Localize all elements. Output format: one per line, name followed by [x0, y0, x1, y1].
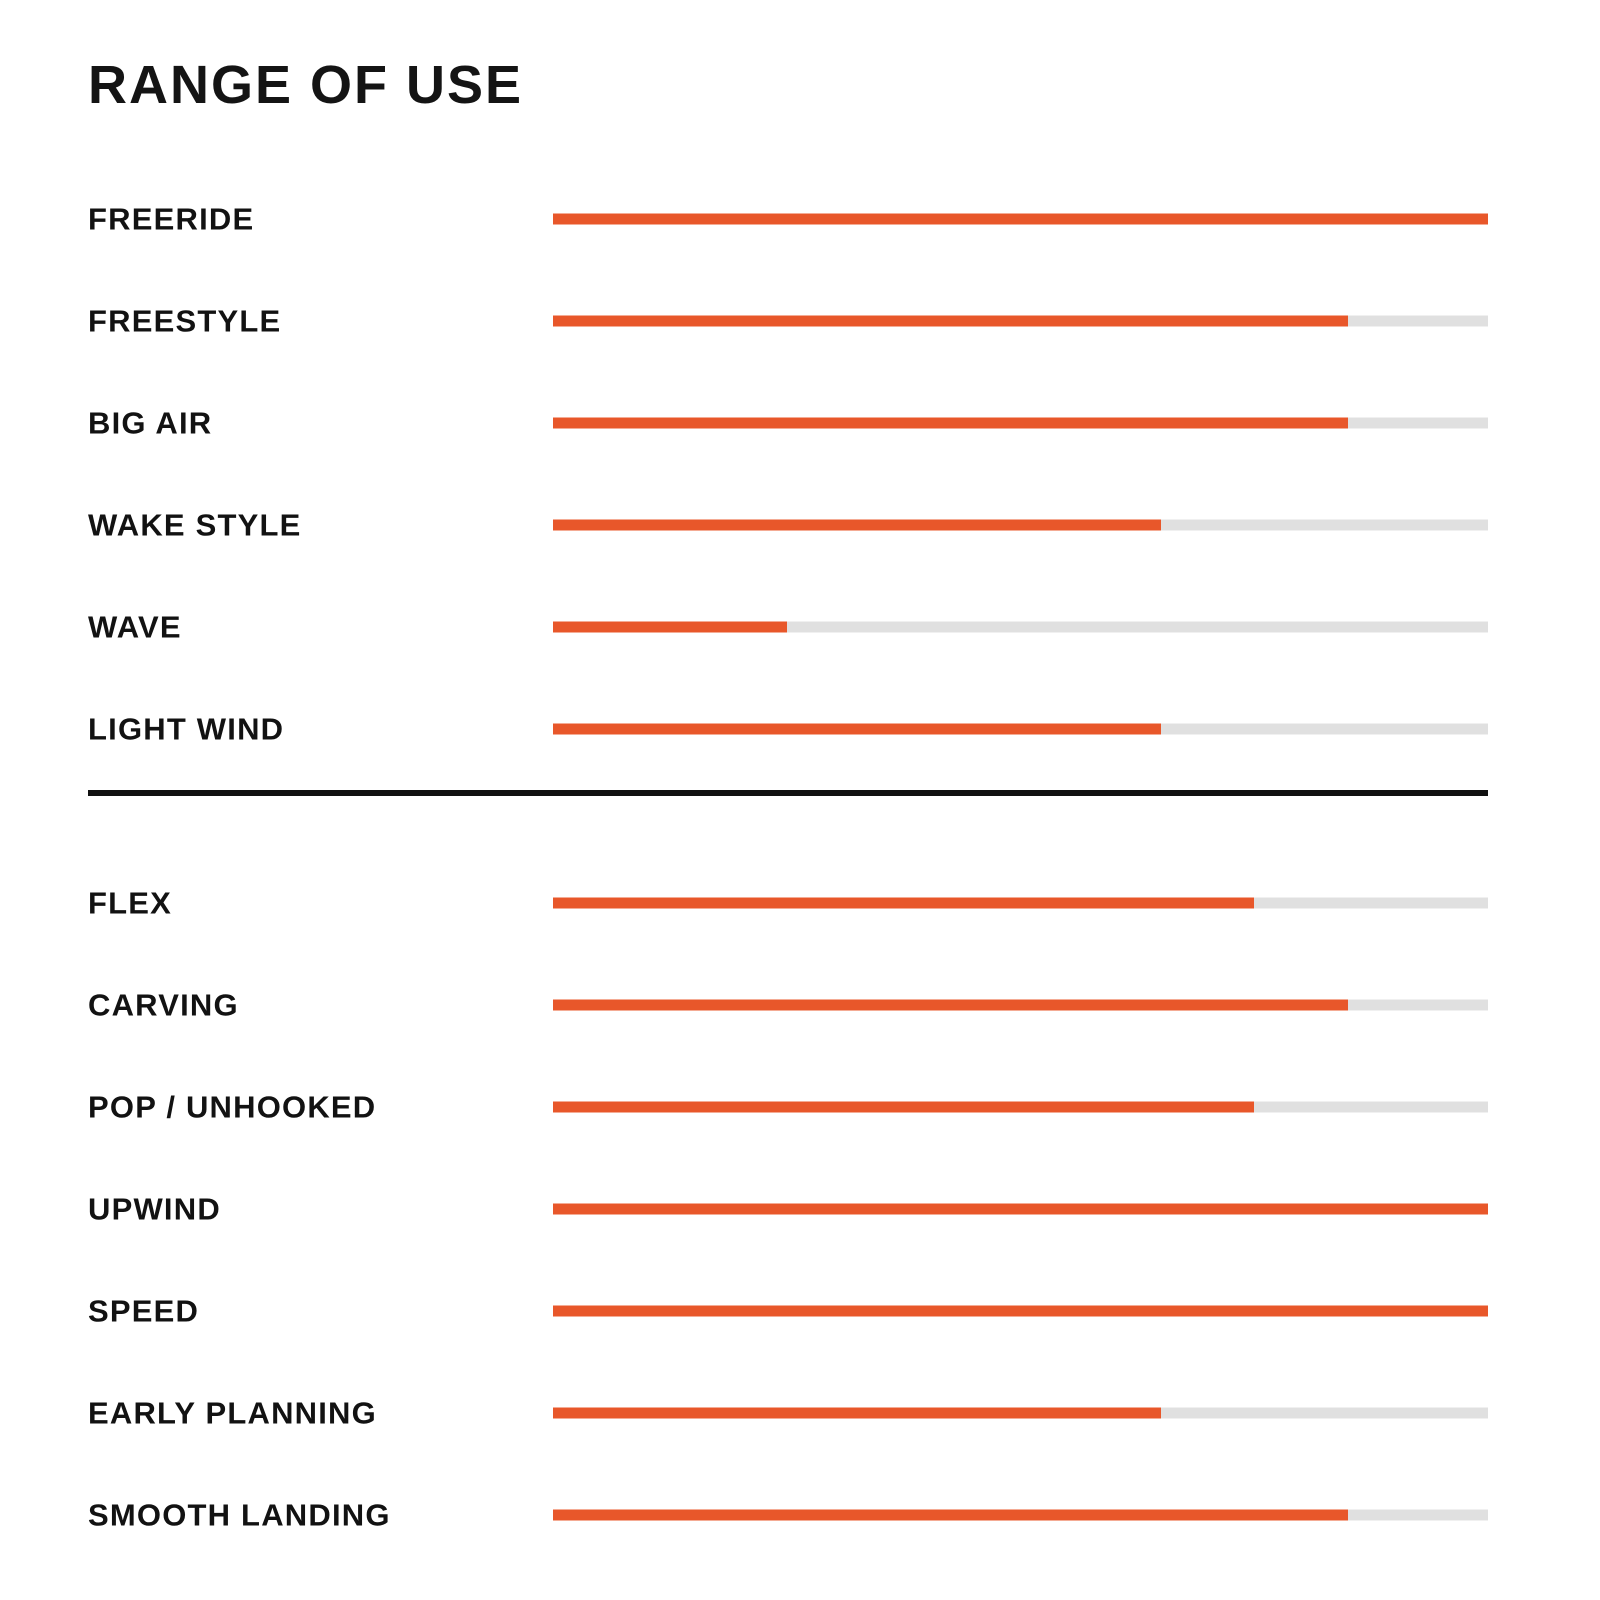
- bar-track-upwind: [553, 1204, 1488, 1215]
- row-label-pop-unhooked: POP / UNHOOKED: [88, 1089, 377, 1125]
- row-label-light-wind: LIGHT WIND: [88, 711, 285, 747]
- bar-track-freeride: [553, 214, 1488, 225]
- row-label-speed: SPEED: [88, 1293, 200, 1329]
- row-label-flex: FLEX: [88, 885, 173, 921]
- chart-row: [0, 852, 1600, 954]
- bar-fill-carving: [553, 1000, 1348, 1011]
- bar-fill-flex: [553, 898, 1254, 909]
- chart-row: [0, 678, 1600, 780]
- bar-track-smooth-landing: [553, 1510, 1488, 1521]
- row-label-freestyle: FREESTYLE: [88, 303, 282, 339]
- row-label-upwind: UPWIND: [88, 1191, 221, 1227]
- row-label-freeride: FREERIDE: [88, 201, 255, 237]
- row-label-wave: WAVE: [88, 609, 182, 645]
- bar-fill-freeride: [553, 214, 1488, 225]
- bar-track-wave: [553, 622, 1488, 633]
- bar-track-light-wind: [553, 724, 1488, 735]
- bar-fill-smooth-landing: [553, 1510, 1348, 1521]
- chart-row: [0, 168, 1600, 270]
- bar-fill-big-air: [553, 418, 1348, 429]
- bar-track-pop-unhooked: [553, 1102, 1488, 1113]
- row-label-carving: CARVING: [88, 987, 239, 1023]
- bar-fill-wake-style: [553, 520, 1161, 531]
- bar-fill-wave: [553, 622, 787, 633]
- chart-row: [0, 954, 1600, 1056]
- bar-track-carving: [553, 1000, 1488, 1011]
- chart-row: [0, 576, 1600, 678]
- chart-group-performance: [0, 852, 1600, 1566]
- row-label-early-planning: EARLY PLANNING: [88, 1395, 377, 1431]
- bar-track-freestyle: [553, 316, 1488, 327]
- bar-track-big-air: [553, 418, 1488, 429]
- bar-fill-early-planning: [553, 1408, 1161, 1419]
- bar-fill-freestyle: [553, 316, 1348, 327]
- bar-track-flex: [553, 898, 1488, 909]
- chart-row: [0, 1056, 1600, 1158]
- bar-fill-light-wind: [553, 724, 1161, 735]
- row-label-big-air: BIG AIR: [88, 405, 213, 441]
- bar-track-wake-style: [553, 520, 1488, 531]
- bar-fill-pop-unhooked: [553, 1102, 1254, 1113]
- chart-row: [0, 1158, 1600, 1260]
- chart-row: [0, 474, 1600, 576]
- chart-group-range-of-use: [0, 168, 1600, 780]
- chart-row: [0, 1362, 1600, 1464]
- bar-track-speed: [553, 1306, 1488, 1317]
- row-label-smooth-landing: SMOOTH LANDING: [88, 1497, 391, 1533]
- section-divider: [88, 790, 1488, 796]
- chart-row: [0, 372, 1600, 474]
- bar-fill-speed: [553, 1306, 1488, 1317]
- row-label-wake-style: WAKE STYLE: [88, 507, 302, 543]
- page-title: RANGE OF USE: [88, 55, 524, 115]
- bar-fill-upwind: [553, 1204, 1488, 1215]
- bar-track-early-planning: [553, 1408, 1488, 1419]
- chart-row: [0, 1260, 1600, 1362]
- chart-row: [0, 270, 1600, 372]
- chart-row: [0, 1464, 1600, 1566]
